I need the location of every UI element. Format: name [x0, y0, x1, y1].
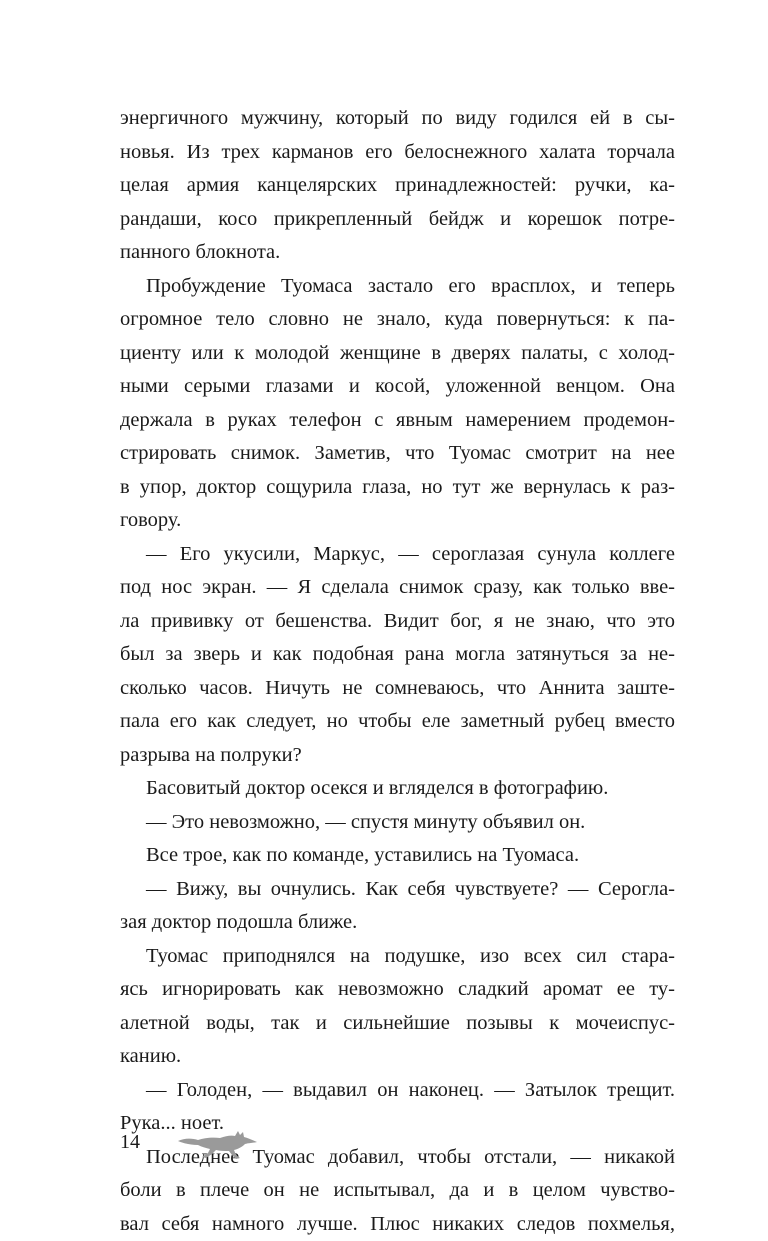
text-line: Все трое, как по команде, уставились на Туомаса. — [120, 839, 675, 873]
text-line: ла прививку от бешенства. Видит бог, я не знаю, что это — [120, 605, 675, 639]
text-line: под нос экран. — Я сделала снимок сразу, как только вве- — [120, 571, 675, 605]
text-line: алетной воды, так и сильнейшие позывы к мочеиспус- — [120, 1007, 675, 1041]
body-text — [120, 102, 675, 1241]
text-line: был за зверь и как подобная рана могла затянуться за не- — [120, 638, 675, 672]
page-number: 14 — [120, 1131, 140, 1154]
running-fox-icon — [176, 1125, 260, 1161]
text-line: Последнее Туомас добавил, чтобы отстали, — никакой — [120, 1141, 675, 1175]
page-footer — [120, 1125, 320, 1165]
text-line: рандаши, косо прикрепленный бейдж и корешок потре- — [120, 203, 675, 237]
text-line: панного блокнота. — [120, 236, 675, 270]
text-line: сколько часов. Ничуть не сомневаюсь, что Аннита заште- — [120, 672, 675, 706]
text-line: энергичного мужчину, который по виду годился ей в сы- — [120, 102, 675, 136]
text-line: Туомас приподнялся на подушке, изо всех сил стара- — [120, 940, 675, 974]
text-line: новья. Из трех карманов его белоснежного халата торчала — [120, 136, 675, 170]
text-line: говору. — [120, 504, 675, 538]
text-line: Пробуждение Туомаса застало его врасплох, и теперь — [120, 270, 675, 304]
text-line: вал себя намного лучше. Плюс никаких следов похмелья, — [120, 1208, 675, 1241]
text-line: разрыва на полруки? — [120, 739, 675, 773]
text-line: зая доктор подошла ближе. — [120, 906, 675, 940]
text-line: боли в плече он не испытывал, да и в целом чувство- — [120, 1174, 675, 1208]
text-line: стрировать снимок. Заметив, что Туомас смотрит на нее — [120, 437, 675, 471]
text-line: держала в руках телефон с явным намерением продемон- — [120, 404, 675, 438]
text-line: — Вижу, вы очнулись. Как себя чувствуете? — Серогла- — [120, 873, 675, 907]
text-line: огромное тело словно не знало, куда повернуться: к па- — [120, 303, 675, 337]
text-line: циенту или к молодой женщине в дверях палаты, с холод- — [120, 337, 675, 371]
text-line: канию. — [120, 1040, 675, 1074]
text-line: целая армия канцелярских принадлежностей: ручки, ка- — [120, 169, 675, 203]
text-line: — Это невозможно, — спустя минуту объявил он. — [120, 806, 675, 840]
text-line: Рука... ноет. — [120, 1107, 675, 1141]
text-line: Басовитый доктор осекся и вгляделся в фотографию. — [120, 772, 675, 806]
text-line: ными серыми глазами и косой, уложенной венцом. Она — [120, 370, 675, 404]
text-line: — Голоден, — выдавил он наконец. — Затылок трещит. — [120, 1074, 675, 1108]
text-line: пала его как следует, но чтобы еле заметный рубец вместо — [120, 705, 675, 739]
text-line: в упор, доктор сощурила глаза, но тут же вернулась к раз- — [120, 471, 675, 505]
text-line: ясь игнорировать как невозможно сладкий аромат ее ту- — [120, 973, 675, 1007]
text-line: — Его укусили, Маркус, — сероглазая сунула коллеге — [120, 538, 675, 572]
